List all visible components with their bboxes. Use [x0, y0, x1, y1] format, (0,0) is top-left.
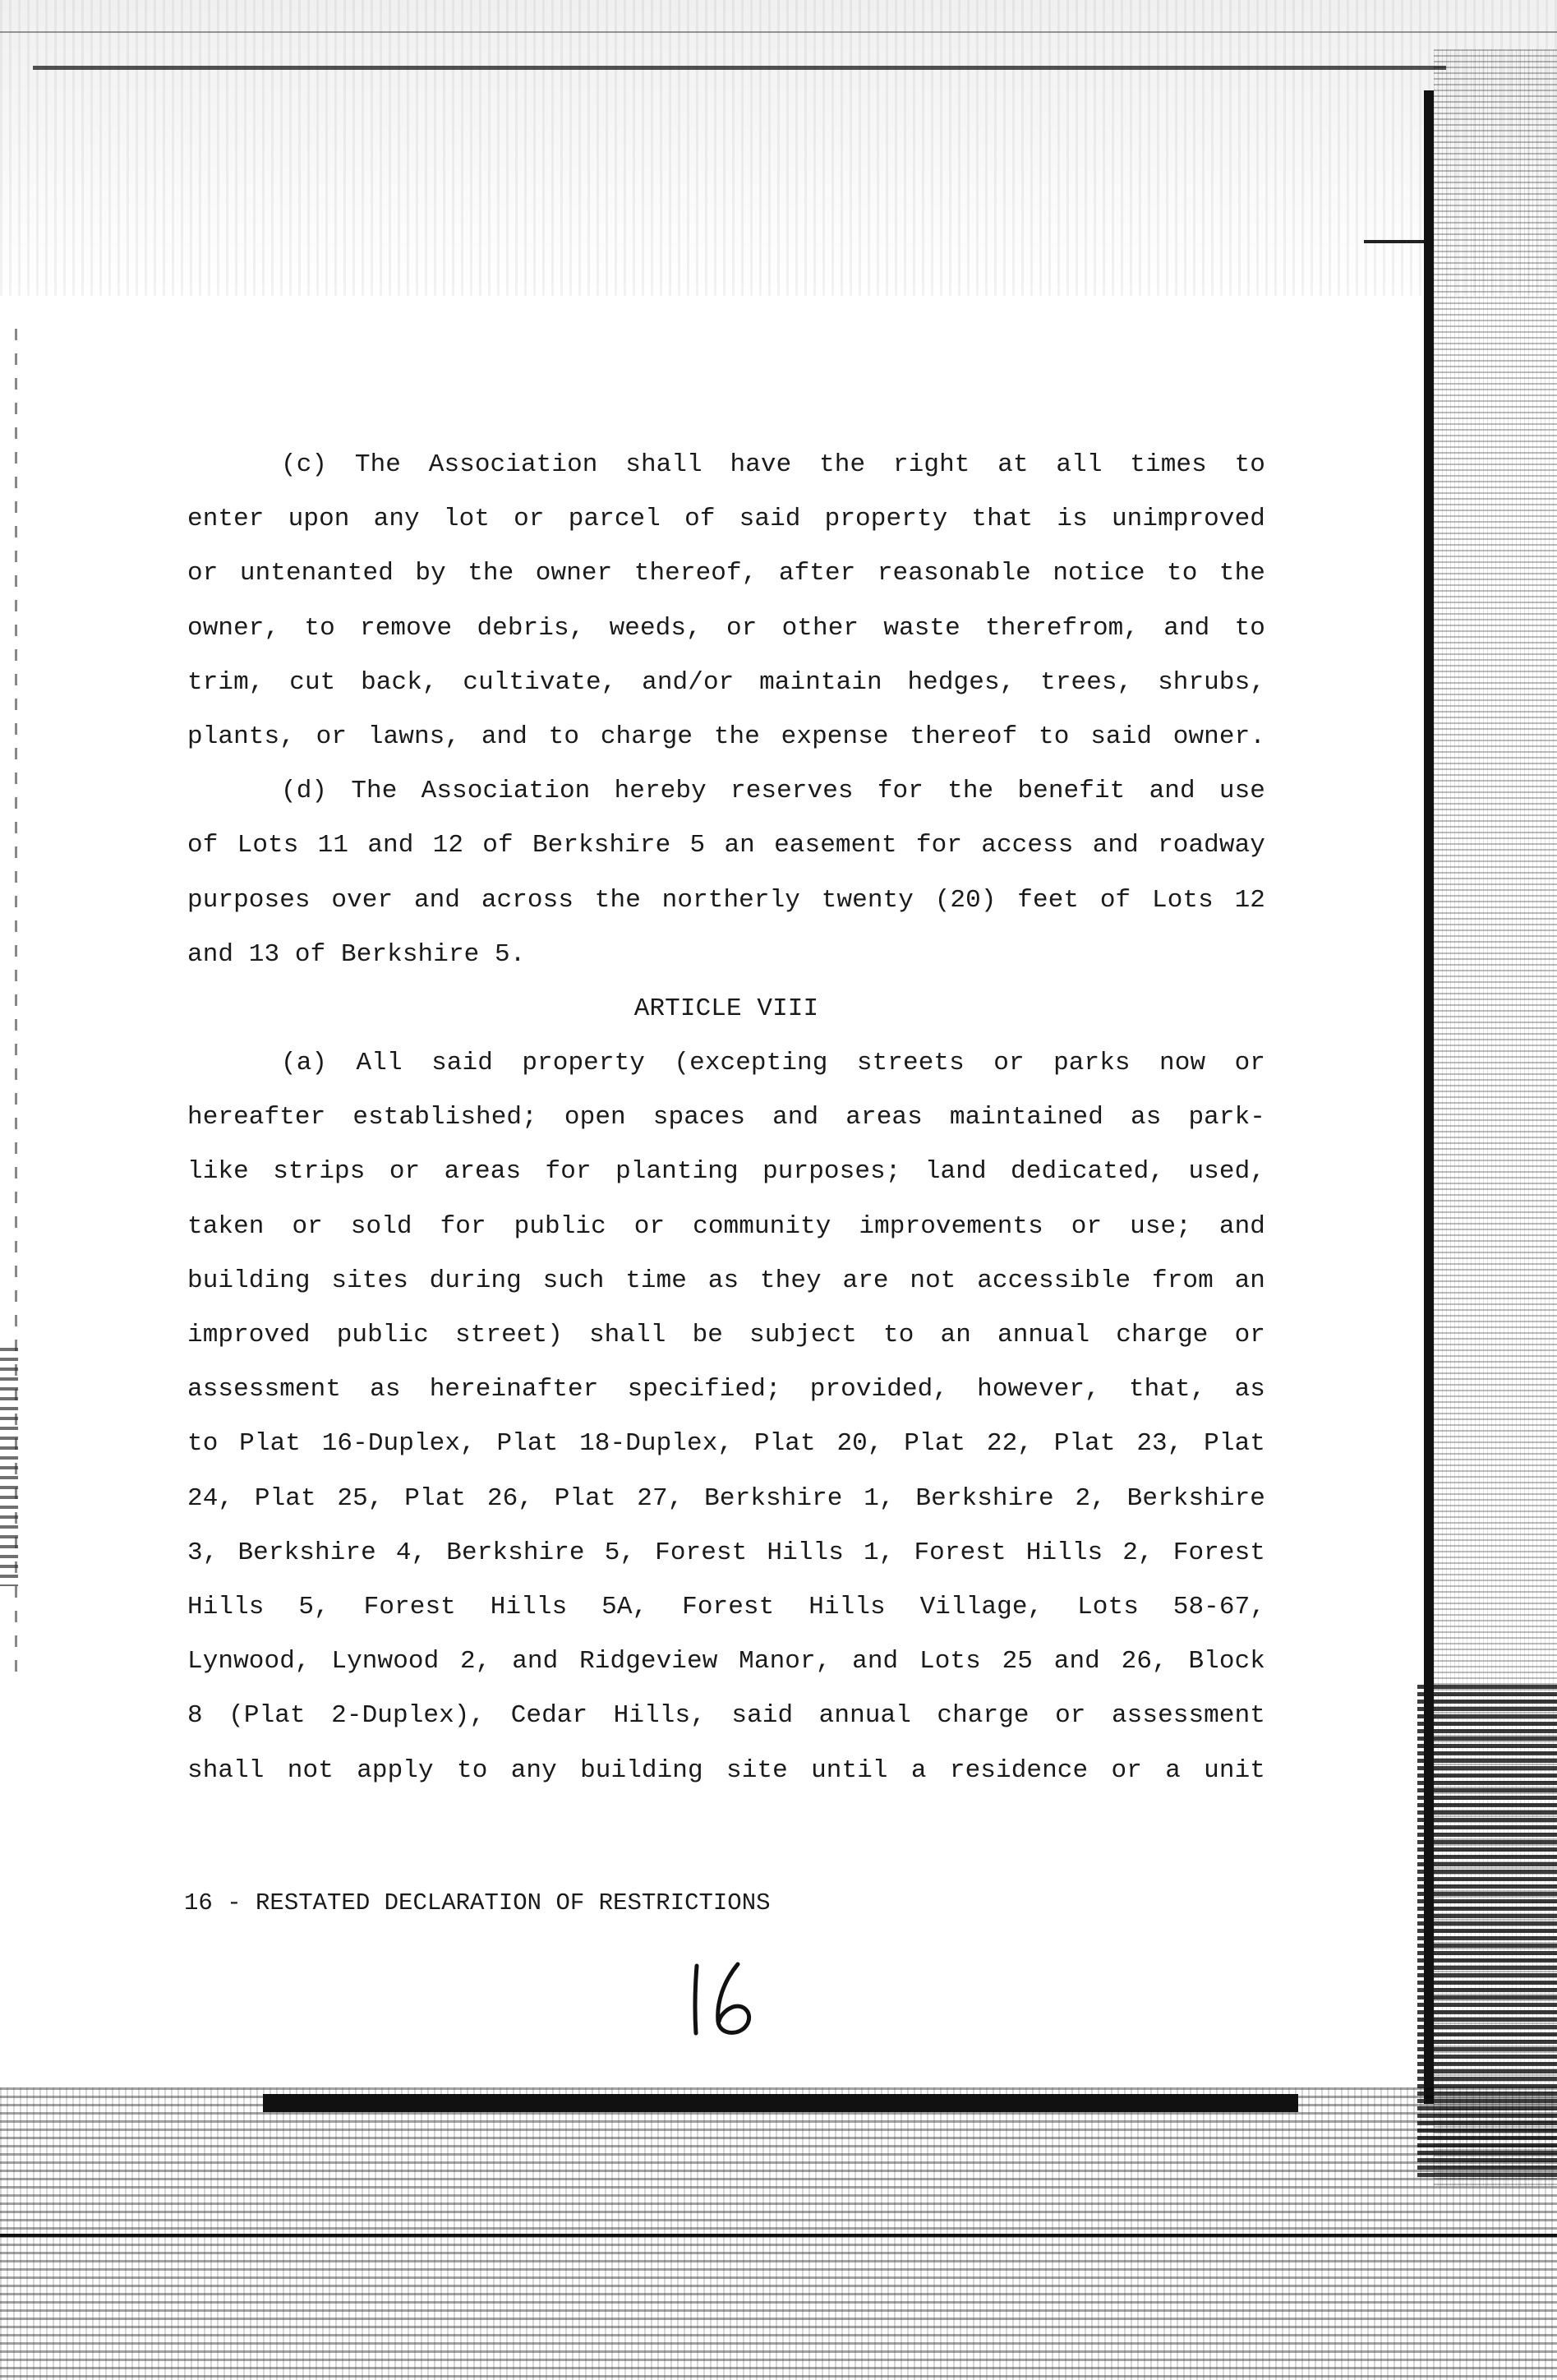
scan-line-top-thin	[0, 31, 1557, 33]
paragraph-a-line: Hills 5, Forest Hills 5A, Forest Hills Village, Lots 58-67,	[187, 1592, 1265, 1621]
scan-bar-bottom	[263, 2094, 1298, 2112]
paragraph-d-line: and 13 of Berkshire 5.	[187, 939, 526, 969]
paragraph-a-line: to Plat 16-Duplex, Plat 18-Duplex, Plat 20, Plat 22, Plat 23, Plat	[187, 1429, 1265, 1459]
scan-line-top	[33, 66, 1446, 70]
paragraph-d-line: of Lots 11 and 12 of Berkshire 5 an easement for access and roadway	[187, 831, 1265, 860]
paragraph-c-line: enter upon any lot or parcel of said property that is unimproved	[187, 505, 1265, 534]
scan-page-edge-right	[1424, 90, 1434, 2104]
paragraph-c-line: or untenanted by the owner thereof, after reasonable notice to the	[187, 559, 1265, 588]
scan-noise-left	[0, 1348, 18, 1586]
paragraph-c-line: (c) The Association shall have the right at all times to	[281, 450, 1265, 479]
article-heading: ARTICLE VIII	[633, 994, 819, 1023]
paragraph-a-line: 24, Plat 25, Plat 26, Plat 27, Berkshire 1, Berkshire 2, Berkshire	[187, 1483, 1265, 1513]
paragraph-a-line: assessment as hereinafter specified; provided, however, that, as	[187, 1375, 1265, 1404]
scan-line-bottom	[0, 2234, 1557, 2237]
paragraph-a-line: Lynwood, Lynwood 2, and Ridgeview Manor, and Lots 25 and 26, Block	[187, 1647, 1265, 1677]
paragraph-a-line: 8 (Plat 2-Duplex), Cedar Hills, said annual charge or assessment	[187, 1701, 1265, 1731]
paragraph-c-line: trim, cut back, cultivate, and/or maintain hedges, trees, shrubs,	[187, 667, 1265, 697]
paragraph-a-line: 3, Berkshire 4, Berkshire 5, Forest Hills 1, Forest Hills 2, Forest	[187, 1538, 1265, 1567]
paragraph-d-line: purposes over and across the northerly twenty (20) feet of Lots 12	[187, 885, 1265, 915]
paragraph-c-line: plants, or lawns, and to charge the expense thereof to said owner.	[187, 722, 1265, 751]
paragraph-c-line: owner, to remove debris, weeds, or other waste therefrom, and to	[187, 613, 1265, 643]
paragraph-a-line: shall not apply to any building site until a residence or a unit	[187, 1755, 1265, 1785]
paragraph-a-line: like strips or areas for planting purposes; land dedicated, used,	[187, 1157, 1265, 1187]
handwritten-page-number	[682, 1958, 764, 2040]
paragraph-a-line: (a) All said property (excepting streets or parks now or	[281, 1049, 1265, 1078]
scan-mark-top-right	[1364, 240, 1430, 243]
paragraph-a-line: taken or sold for public or community improvements or use; and	[187, 1211, 1265, 1241]
paragraph-d-line: (d) The Association hereby reserves for the benefit and use	[281, 777, 1265, 806]
page-footer: 16 - RESTATED DECLARATION OF RESTRICTIONS	[184, 1889, 771, 1916]
paragraph-a-line: hereafter established; open spaces and areas maintained as park-	[187, 1103, 1265, 1132]
paragraph-a-line: building sites during such time as they are not accessible from an	[187, 1266, 1265, 1295]
scan-noise-top	[0, 0, 1557, 296]
paragraph-a-line: improved public street) shall be subject to an annual charge or	[187, 1321, 1265, 1349]
document-body	[187, 445, 1265, 1806]
